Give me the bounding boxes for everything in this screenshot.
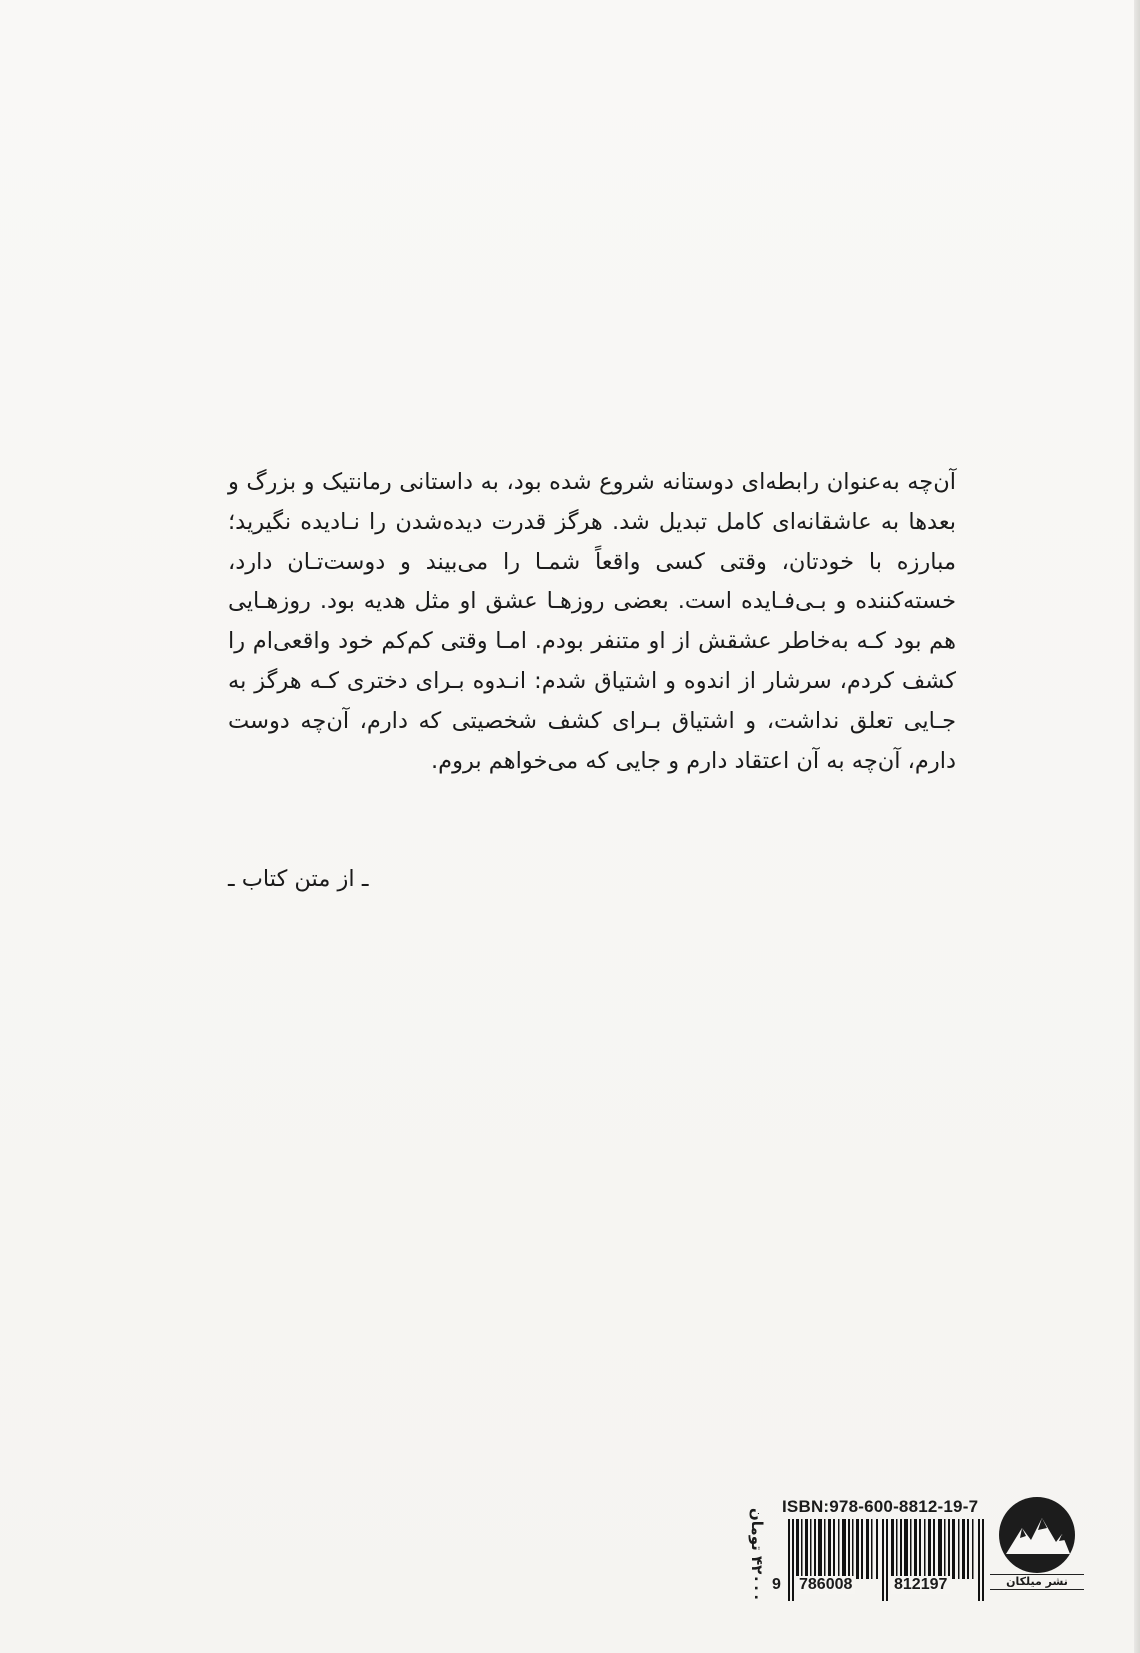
barcode-right-digits: 812197 bbox=[891, 1576, 950, 1594]
price-label: ۴۲۰۰۰ تومان bbox=[748, 1508, 766, 1602]
mountain-circle-icon bbox=[998, 1496, 1076, 1574]
barcode-left-digits: 786008 bbox=[796, 1576, 855, 1594]
source-note: ـ از متن کتاب ـ bbox=[228, 866, 369, 892]
isbn-label: ISBN:978-600-8812-19-7 bbox=[782, 1497, 979, 1516]
publisher-name: نشر میلکان bbox=[990, 1574, 1084, 1590]
cover-edge-shadow bbox=[1134, 0, 1140, 1653]
barcode-first-digit: 9 bbox=[772, 1576, 781, 1593]
blurb-text: آن‌چه به‌عنوان رابطه‌ای دوستانه شروع شده بود، به داستانی رمانتیک و بزرگ و بعدها به عاشقانه‌ای کامل تبدیل شد. هرگز قدرت دیده‌شدن را نـادیده نگیرید؛ مبارزه با خودتان، وقتی کسی واقعاً شمـا را می‌بیند و دوست‌تـان دارد، خسته‌کننده و بـی‌فـایده است. بعضی روزهـا عشق او مثل هدیه بود. روزهـایی هم بود کـه به‌خاطر عشقش از او متنفر بودم. امـا وقتی کم‌کم خود واقعی‌ام را کشف کردم، سرشار از اندوه و اشتیاق شدم: انـدوه بـرای دختری کـه هرگز به جـایی تعلق نداشت، و اشتیاق بـرای کشف شخصیتی که دارم، آن‌چه دوست دارم، آن‌چه به آن اعتقاد دارم و جایی که می‌خواهم بروم. bbox=[228, 469, 956, 774]
